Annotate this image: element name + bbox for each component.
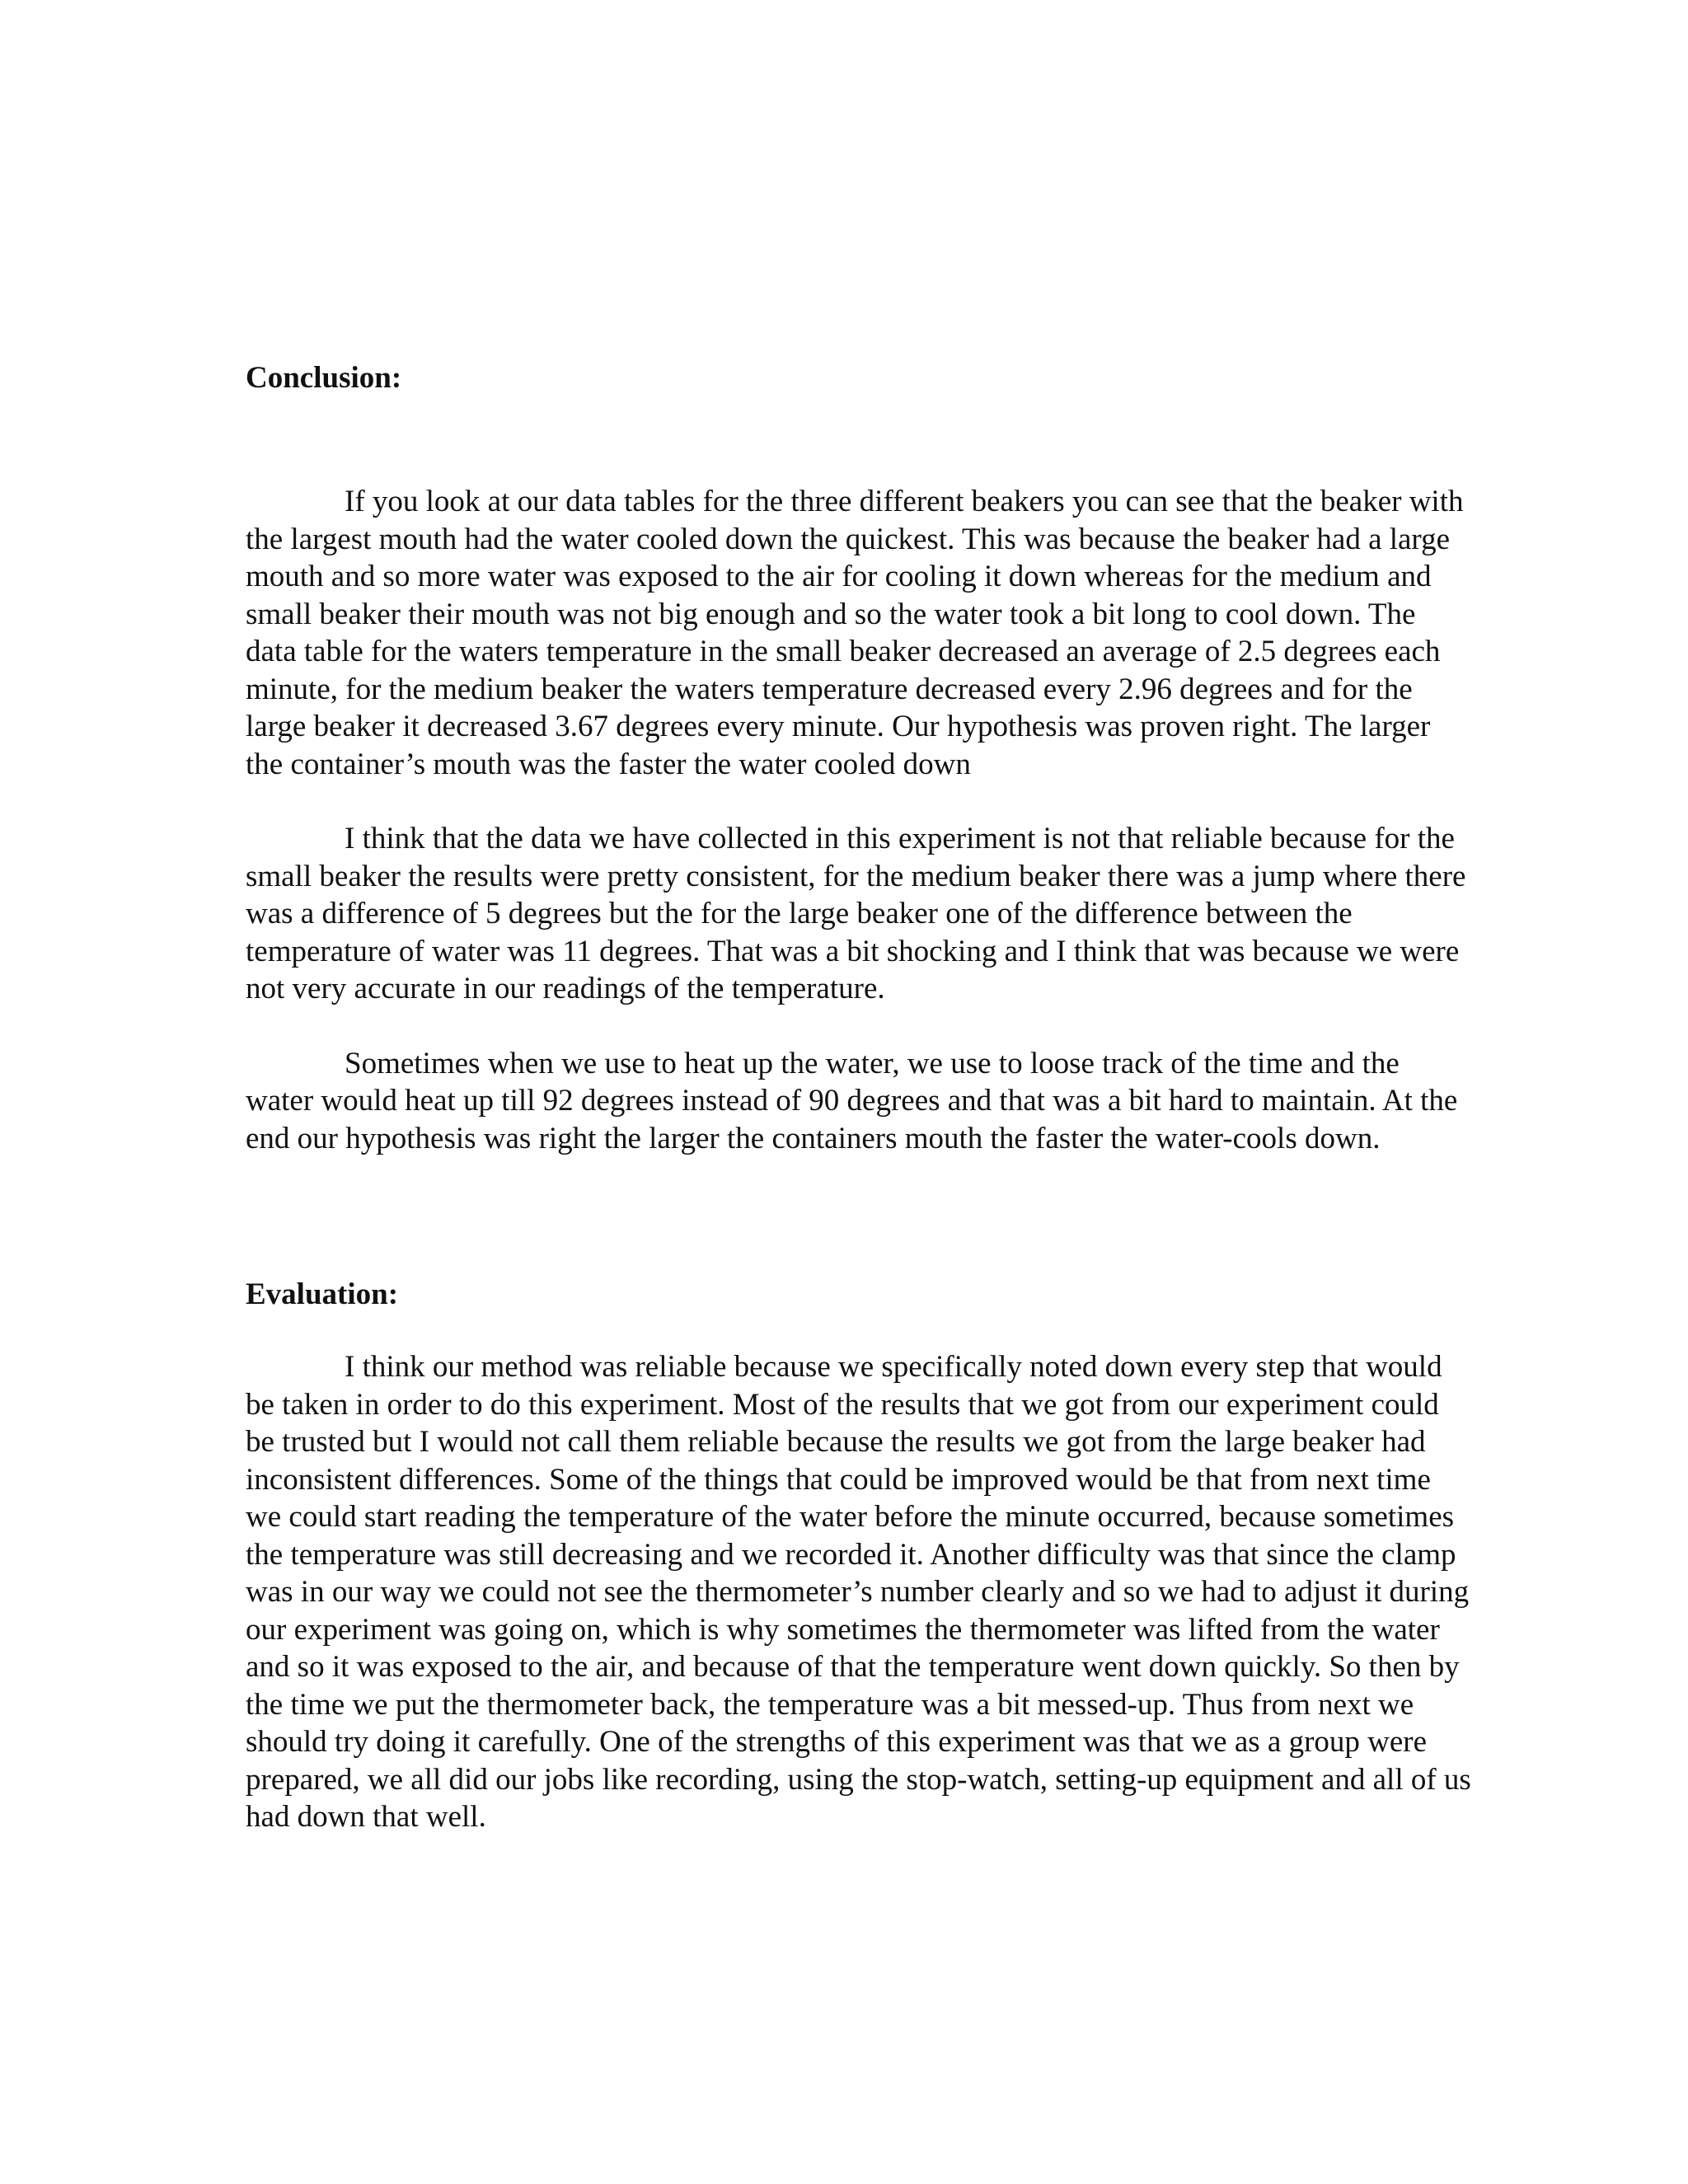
document-body xyxy=(246,359,1474,1836)
conclusion-paragraph-3: Sometimes when we use to heat up the water, we use to loose track of the time and the water would heat up till 92 degrees instead of 90 degrees and that was a bit hard to maintain. At the end our hypothesis was right the larger the containers mouth the faster the water-cools down. xyxy=(246,1046,1458,1155)
conclusion-paragraph-1: If you look at our data tables for the three different beakers you can see that the beaker with the largest mouth had the water cooled down the quickest. This was because the beaker had a large mouth and so more water was exposed to the air for cooling it down whereas for the medium and small beaker their mouth was not big enough and so the water took a bit long to cool down. The data table for the waters temperature in the small beaker decreased an average of 2.5 degrees each minute, for the medium beaker the waters temperature decreased every 2.96 degrees and for the large beaker it decreased 3.67 degrees every minute. Our hypothesis was proven right. The larger the container’s mouth was the faster the water cooled down xyxy=(246,485,1464,781)
conclusion-heading: Conclusion: xyxy=(246,361,402,395)
evaluation-paragraph-1: I think our method was reliable because we specifically noted down every step that would be taken in order to do this experiment. Most of the results that we got from our experiment could be trusted but I would not call them reliable because the results we got from the large beaker had inconsistent differences. Some of the things that could be improved would be that from next time we could start reading the temperature of the water before the minute occurred, because sometimes the temperature was still decreasing and we recorded it. Another difficulty was that since the clamp was in our way we could not see the thermometer’s number clearly and so we had to adjust it during our experiment was going on, which is why sometimes the thermometer was lifted from the water and so it was exposed to the air, and because of that the temperature went down quickly. So then by the time we put the thermometer back, the temperature was a bit messed-up. Thus from next we should try doing it carefully. One of the strengths of this experiment was that we as a group were prepared, we all did our jobs like recording, using the stop-watch, setting-up equipment and all of us had down that well. xyxy=(246,1350,1471,1834)
conclusion-paragraph-2: I think that the data we have collected in this experiment is not that reliable because for the small beaker the results were pretty consistent, for the medium beaker there was a jump where there was a difference of 5 degrees but the for the large beaker one of the difference between the temperature of water was 11 degrees. That was a bit shocking and I think that was because we were not very accurate in our readings of the temperature. xyxy=(246,822,1466,1005)
evaluation-heading: Evaluation: xyxy=(246,1277,399,1311)
